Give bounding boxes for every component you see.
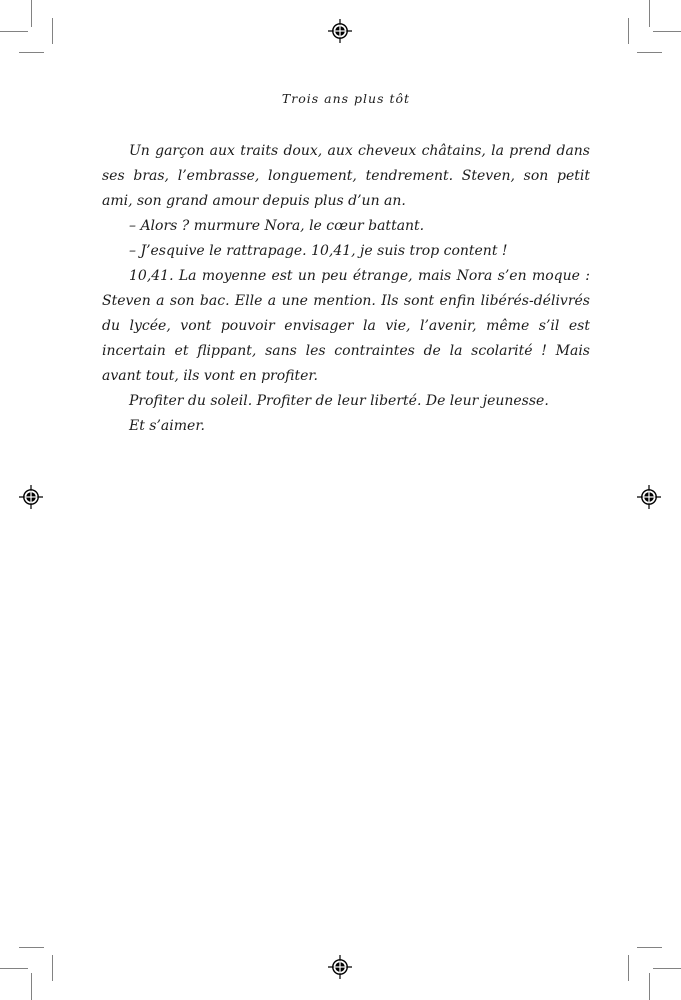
crop-mark-bottom-right-outer-horizontal xyxy=(653,968,681,969)
page-text-block xyxy=(102,86,590,439)
crop-mark-bottom-right-inner-horizontal xyxy=(637,947,662,948)
registration-mark-right-icon xyxy=(637,485,661,509)
paragraph-narration-3: Profiter du soleil. Profiter de leur liberté. De leur jeunesse. xyxy=(129,393,549,409)
crop-mark-bottom-right-outer-vertical xyxy=(649,973,650,1000)
paragraph-narration-2: 10,41. La moyenne est un peu étrange, mais Nora s’en moque : Steven a son bac. Elle a une mention. Ils sont enfin libérés-délivrés du lycée, vont pouvoir envisager la vie, l’avenir, même s’il est incertain et flippant, sans les contraintes de la scolarité ! Mais avant tout, ils vont en profiter. xyxy=(102,268,590,384)
crop-mark-top-right-outer-vertical xyxy=(649,0,650,27)
paragraph-narration-1: Un garçon aux traits doux, aux cheveux châtains, la prend dans ses bras, l’embrasse, longuement, tendrement. Steven, son petit ami, son grand amour depuis plus d’un an. xyxy=(102,143,590,209)
crop-mark-top-left-inner-vertical xyxy=(52,18,53,44)
section-heading: Trois ans plus tôt xyxy=(281,91,411,106)
paragraph-dialogue-2: – J’esquive le rattrapage. 10,41, je suis trop content ! xyxy=(129,243,508,259)
crop-mark-bottom-left-outer-vertical xyxy=(31,973,32,1000)
crop-mark-bottom-right-inner-vertical xyxy=(628,955,629,981)
crop-mark-top-right-inner-vertical xyxy=(628,18,629,44)
crop-mark-top-right-outer-horizontal xyxy=(653,31,681,32)
crop-mark-bottom-left-inner-vertical xyxy=(52,955,53,981)
crop-mark-bottom-left-outer-horizontal xyxy=(0,968,28,969)
crop-mark-top-right-inner-horizontal xyxy=(637,52,662,53)
crop-mark-top-left-outer-vertical xyxy=(31,0,32,27)
crop-mark-bottom-left-inner-horizontal xyxy=(19,947,44,948)
registration-mark-left-icon xyxy=(19,485,43,509)
crop-mark-top-left-inner-horizontal xyxy=(19,52,44,53)
crop-mark-top-left-outer-horizontal xyxy=(0,31,28,32)
paragraph-dialogue-1: – Alors ? murmure Nora, le cœur battant. xyxy=(129,218,425,234)
registration-mark-bottom-icon xyxy=(328,955,352,979)
paragraph-narration-4: Et s’aimer. xyxy=(129,418,205,434)
registration-mark-top-icon xyxy=(328,19,352,43)
